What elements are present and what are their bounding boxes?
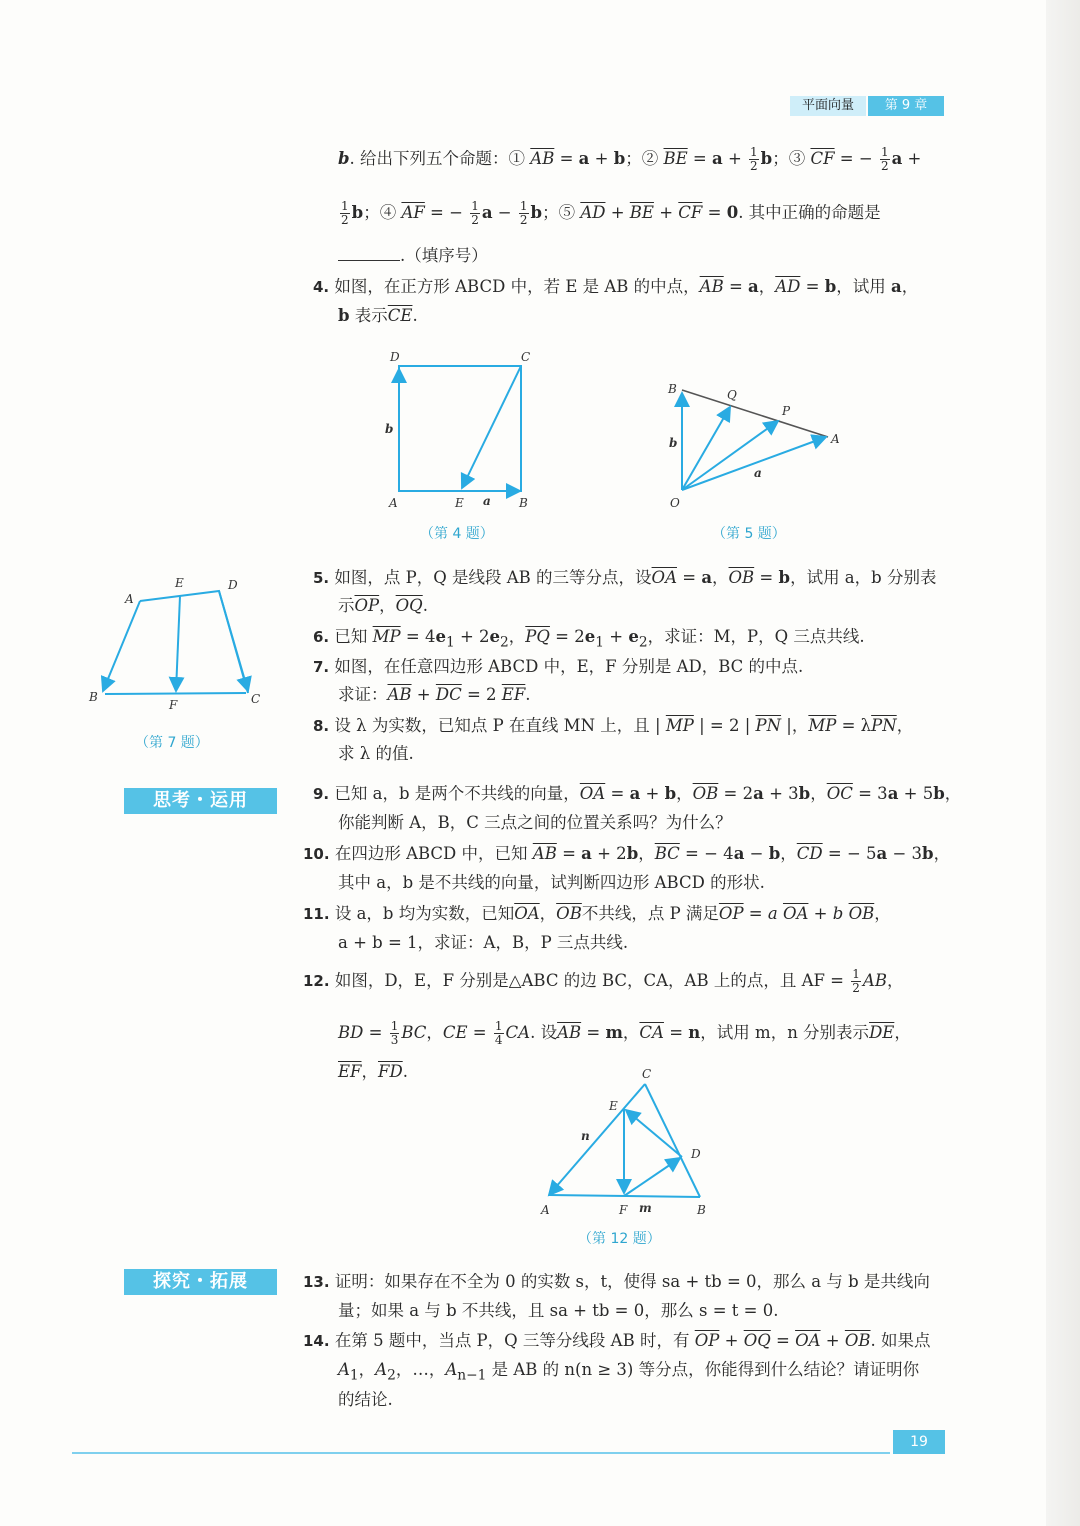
fig4-label-C: C: [521, 350, 531, 364]
fig5-label-B: B: [668, 382, 677, 396]
fig5-label-Q: Q: [727, 388, 737, 402]
fig4-label-D: D: [390, 350, 400, 364]
q11-line-2: a + b = 1，求证：A，B，P 三点共线.: [338, 933, 629, 952]
fig7-label-C: C: [251, 692, 261, 706]
fig12-label-F: F: [619, 1203, 628, 1217]
fig7-label-A: A: [125, 592, 134, 606]
q10-line-2: 其中 a，b 是不共线的向量，试判断四边形 ABCD 的形状.: [338, 873, 765, 892]
q9-line-1: 9. 已知 a，b 是两个不共线的向量，$\overline{OA} = a + b$，$\overline{OB} = 2a + 3b$，$\overline{OC} = 3a + 5b$，: [313, 784, 962, 803]
fig4-label-a: a: [483, 494, 491, 508]
figure-7-quadrilateral: [85, 575, 270, 710]
fig7-label-D: D: [228, 578, 238, 592]
q5-line-1: 5. 如图，点 P，Q 是线段 AB 的三等分点，设$\overline{OA} = a$，$\overline{OB} = b$，试用 a，b 分别表: [313, 568, 937, 587]
q12-line-3: $\overline{EF}$，$\overline{FD}$.: [338, 1062, 408, 1081]
fig7-label-B: B: [89, 690, 98, 704]
fig7-label-F: F: [169, 698, 178, 710]
page-edge-shadow: [1046, 0, 1080, 1526]
header-chapter: 第 9 章: [868, 96, 944, 116]
q13-line-1: 13. 证明：如果存在不全为 0 的实数 s，t，使得 sa + tb = 0，那么 a 与 b 是共线向: [303, 1272, 930, 1291]
fig12-label-C: C: [642, 1067, 652, 1081]
fig12-label-D: D: [691, 1147, 701, 1161]
q8-line-1: 8. 设 λ 为实数，已知点 P 在直线 MN 上，且 | $\overline{MP}$ | = 2 | $\overline{PN}$ |，$\overline{MP} = \lambda\overline{PN}$，: [313, 716, 914, 735]
fig5-label-A: A: [831, 432, 840, 446]
fig12-label-E: E: [609, 1099, 618, 1113]
fig12-label-n: n: [581, 1129, 590, 1143]
q3-line-2: $\frac{1}{2}$ b；④ $\overline{AF}$ = − $\frac{1}{2}$ a − $\frac{1}{2}$ b；⑤ $\overline{AD} + \overline{BE} + \overline{CF} = 0$. 其中正确的命题是: [341, 199, 881, 227]
fig4-label-E: E: [455, 496, 464, 510]
fig4-label-B: B: [519, 496, 528, 510]
fig12-label-B: B: [697, 1203, 706, 1217]
section-explore-extend: 探究・拓展: [124, 1269, 277, 1295]
q14-line-2: $A_1$，$A_2$，…，$A_{n-1}$ 是 AB 的 n(n ≥ 3) 等分点，你能得到什么结论？请证明你: [338, 1360, 920, 1384]
q14-line-3: 的结论.: [338, 1390, 393, 1409]
q7-line-2: 求证：$\overline{AB} + \overline{DC} = 2$ $\overline{EF}$.: [338, 685, 531, 704]
q11-line-1: 11. 设 a，b 均为实数，已知$\overline{OA}$，$\overline{OB}$不共线，点 P 满足$\overline{OP} = a$ $\overline{OA} + b$ $\overline{OB}$，: [303, 904, 891, 923]
q3-line-1: b. 给出下列五个命题：① $\overline{AB} = a + b$；② $\overline{BE} = a$ + $\frac{1}{2}$ b；③ $\overline{CF}$ = − $\frac{1}{2}$ a +: [338, 145, 922, 173]
footer-rule: [72, 1452, 890, 1454]
q5-line-2: 示$\overline{OP}$，$\overline{OQ}$.: [338, 596, 428, 615]
fig4-label-b: b: [385, 422, 394, 436]
q6-line: 6. 已知 $\overline{MP} = 4e_1 + 2e_2$，$\overline{PQ} = 2e_1 + e_2$，求证：M，P，Q 三点共线.: [313, 627, 865, 651]
fig12-label-m: m: [639, 1201, 652, 1215]
caption-fig7: （第 7 题）: [135, 735, 209, 751]
fig12-label-A: A: [541, 1203, 550, 1217]
q9-line-2: 你能判断 A，B，C 三点之间的位置关系吗？为什么？: [338, 813, 732, 832]
fig7-label-E: E: [175, 576, 184, 590]
figure-5-triangle: [660, 375, 850, 515]
q4-line-1: 4. 如图，在正方形 ABCD 中，若 E 是 AB 的中点，$\overline{AB} = a$，$\overline{AD} = b$，试用 a，: [313, 277, 919, 296]
fig5-label-b: b: [669, 436, 678, 450]
q13-line-2: 量；如果 a 与 b 不共线，且 sa + tb = 0，那么 s = t = 0.: [338, 1301, 779, 1320]
fig4-label-A: A: [389, 496, 398, 510]
section-think-apply: 思考・运用: [124, 788, 277, 814]
fig5-label-O: O: [670, 496, 680, 510]
q8-line-2: 求 λ 的值.: [338, 744, 414, 763]
q14-line-1: 14. 在第 5 题中，当点 P，Q 三等分线段 AB 时，有 $\overline{OP} + \overline{OQ} = \overline{OA} + \overline{OB}$. 如果点: [303, 1331, 931, 1350]
q12-line-1: 12. 如图，D，E，F 分别是△ABC 的边 BC，CA，AB 上的点，且 AF = $\frac{1}{2}$ AB，: [303, 967, 904, 995]
fig5-label-P: P: [782, 404, 791, 418]
page-number: 19: [893, 1430, 945, 1454]
figure-12-triangle: [535, 1062, 725, 1222]
fig5-label-a: a: [754, 466, 762, 480]
q4-line-2: b 表示$\overline{CE}$.: [338, 306, 418, 325]
header-section-title: 平面向量: [790, 96, 866, 116]
q7-line-1: 7. 如图，在任意四边形 ABCD 中，E，F 分别是 AD，BC 的中点.: [313, 657, 804, 676]
q10-line-1: 10. 在四边形 ABCD 中，已知 $\overline{AB} = a + 2b$，$\overline{BC}$ = − 4a − b，$\overline{CD}$ = − 5a − 3b，: [303, 844, 951, 863]
caption-fig12: （第 12 题）: [578, 1231, 661, 1247]
caption-fig5: （第 5 题）: [712, 526, 786, 542]
q3-line-3: .（填序号）: [338, 244, 488, 268]
q12-line-2: BD = $\frac{1}{3}$ BC，CE = $\frac{1}{4}$ CA. 设$\overline{AB} = m$，$\overline{CA} = n$，试用 m，n 分别表示$\overline{DE}$，: [338, 1019, 911, 1047]
caption-fig4: （第 4 题）: [420, 526, 494, 542]
figure-4-square: [380, 345, 540, 515]
